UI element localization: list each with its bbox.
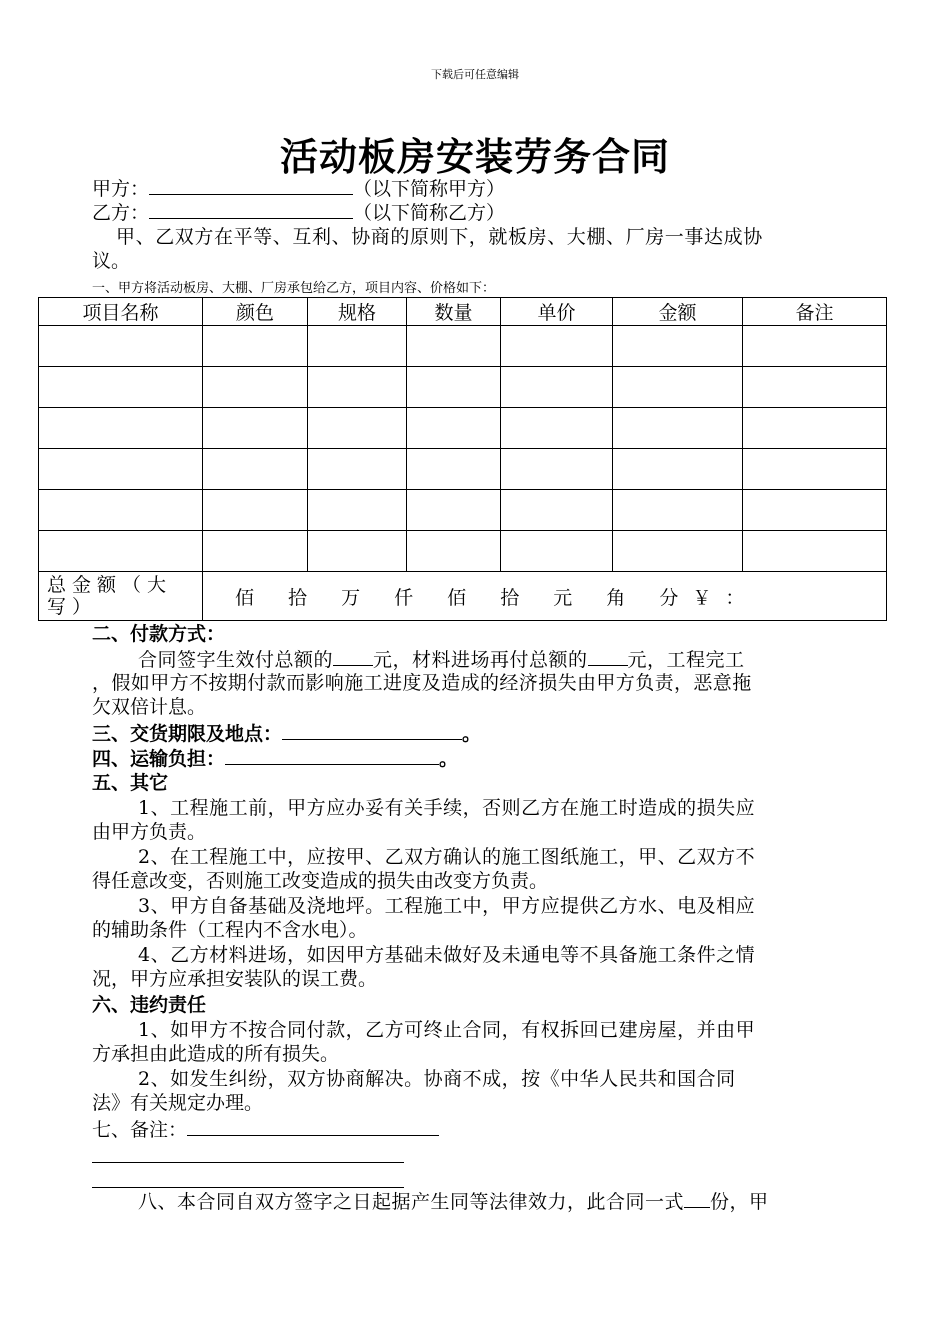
header-amount: 金额 xyxy=(613,298,743,326)
delivery-blank[interactable] xyxy=(282,721,462,740)
section-5-item-3b: 的辅助条件（工程内不含水电）。 xyxy=(92,919,368,941)
table-row xyxy=(39,531,887,572)
table-cell[interactable] xyxy=(203,531,308,572)
table-cell[interactable] xyxy=(39,490,203,531)
section-5-item-4b: 况，甲方应承担安装队的误工费。 xyxy=(92,968,378,990)
total-amount-field[interactable]: 佰 拾 万 仟 佰 拾 元 角 分￥： xyxy=(203,572,887,621)
header-color: 颜色 xyxy=(203,298,308,326)
section-8-text-a: 八、本合同自双方签字之日起据产生同等法律效力，此合同一式 xyxy=(138,1191,685,1213)
table-cell[interactable] xyxy=(613,408,743,449)
remarks-blank-3[interactable] xyxy=(92,1187,404,1188)
section-8-line xyxy=(138,1189,769,1214)
transport-blank[interactable] xyxy=(225,746,439,765)
party-a-blank[interactable] xyxy=(149,176,353,195)
section-6-item-1a: 1、如甲方不按合同付款，乙方可终止合同，有权拆回已建房屋，并由甲 xyxy=(138,1019,756,1041)
party-a-line xyxy=(92,176,505,201)
table-row xyxy=(39,408,887,449)
section-5-item-3a: 3、甲方自备基础及浇地坪。工程施工中，甲方应提供乙方水、电及相应 xyxy=(138,895,756,917)
table-cell[interactable] xyxy=(407,449,501,490)
section-5-item-2a: 2、在工程施工中，应按甲、乙双方确认的施工图纸施工，甲、乙双方不 xyxy=(138,846,756,868)
table-cell[interactable] xyxy=(39,449,203,490)
header-quantity: 数量 xyxy=(407,298,501,326)
table-cell[interactable] xyxy=(203,449,308,490)
section-6-title: 六、违约责任 xyxy=(92,994,207,1016)
section-6-item-1b: 方承担由此造成的所有损失。 xyxy=(92,1043,340,1065)
table-cell[interactable] xyxy=(407,367,501,408)
section-3-title: 三、交货期限及地点： xyxy=(92,723,283,745)
table-cell[interactable] xyxy=(203,326,308,367)
section-2-line-1 xyxy=(138,647,745,672)
header-item-name: 项目名称 xyxy=(39,298,203,326)
section-5-title: 五、其它 xyxy=(92,772,169,794)
second-payment-blank[interactable] xyxy=(588,647,628,666)
section-5-item-1a: 1、工程施工前，甲方应办妥有关手续，否则乙方在施工时造成的损失应 xyxy=(138,797,756,819)
section-7-line xyxy=(92,1117,439,1142)
table-cell[interactable] xyxy=(308,326,407,367)
section-3-line xyxy=(92,721,481,746)
table-cell[interactable] xyxy=(39,531,203,572)
section-4-line xyxy=(92,746,458,771)
header-spec: 规格 xyxy=(308,298,407,326)
table-row xyxy=(39,367,887,408)
table-cell[interactable] xyxy=(613,531,743,572)
table-cell[interactable] xyxy=(308,367,407,408)
header-unit-price: 单价 xyxy=(501,298,613,326)
table-row xyxy=(39,490,887,531)
remarks-blank-1[interactable] xyxy=(187,1117,439,1136)
table-cell[interactable] xyxy=(407,326,501,367)
table-cell[interactable] xyxy=(39,408,203,449)
remarks-blank-2[interactable] xyxy=(92,1162,404,1163)
section-7-title: 七、备注： xyxy=(92,1119,188,1141)
table-cell[interactable] xyxy=(743,326,887,367)
header-note: 下载后可任意编辑 xyxy=(431,68,519,81)
table-cell[interactable] xyxy=(743,408,887,449)
section-2-text-b: 元，材料进场再付总额的 xyxy=(373,649,588,671)
section-6-item-2a: 2、如发生纠纷，双方协商解决。协商不成，按《中华人民共和国合同 xyxy=(138,1068,736,1090)
table-cell[interactable] xyxy=(743,490,887,531)
table-cell[interactable] xyxy=(501,367,613,408)
section-4-title: 四、运输负担： xyxy=(92,748,226,770)
table-cell[interactable] xyxy=(501,449,613,490)
table-cell[interactable] xyxy=(308,531,407,572)
table-cell[interactable] xyxy=(501,531,613,572)
table-cell[interactable] xyxy=(407,531,501,572)
section-2-line-3: 欠双倍计息。 xyxy=(92,696,207,718)
table-cell[interactable] xyxy=(203,490,308,531)
table-cell[interactable] xyxy=(39,326,203,367)
table-cell[interactable] xyxy=(613,326,743,367)
table-cell[interactable] xyxy=(743,531,887,572)
table-cell[interactable] xyxy=(308,490,407,531)
table-cell[interactable] xyxy=(743,367,887,408)
section-2-title: 二、付款方式： xyxy=(92,623,226,645)
table-cell[interactable] xyxy=(407,490,501,531)
table-cell[interactable] xyxy=(308,408,407,449)
section-2-text-c: 元，工程完工 xyxy=(627,649,745,671)
table-cell[interactable] xyxy=(203,367,308,408)
first-payment-blank[interactable] xyxy=(333,647,373,666)
section-4-end: 。 xyxy=(439,748,459,770)
section-5-item-4a: 4、乙方材料进场，如因甲方基础未做好及未通电等不具备施工条件之情 xyxy=(138,944,756,966)
party-b-blank[interactable] xyxy=(149,200,353,219)
section-6-item-2b: 法》有关规定办理。 xyxy=(92,1092,264,1114)
intro-line-2: 议。 xyxy=(92,250,131,272)
table-cell[interactable] xyxy=(613,490,743,531)
section-5-item-2b: 得任意改变，否则施工改变造成的损失由改变方负责。 xyxy=(92,870,549,892)
total-row xyxy=(39,572,887,621)
table-cell[interactable] xyxy=(743,449,887,490)
party-b-label: 乙方： xyxy=(92,202,150,224)
table-cell[interactable] xyxy=(501,408,613,449)
table-cell[interactable] xyxy=(203,408,308,449)
party-b-line xyxy=(92,200,505,225)
total-label: 总金额（大写） xyxy=(39,572,203,621)
table-cell[interactable] xyxy=(613,449,743,490)
party-a-label: 甲方： xyxy=(92,178,150,200)
party-b-suffix: （以下简称乙方） xyxy=(353,202,506,224)
copies-blank[interactable] xyxy=(684,1189,710,1208)
table-cell[interactable] xyxy=(613,367,743,408)
contract-title: 活动板房安装劳务合同 xyxy=(279,135,670,179)
section-2-line-2: ，假如甲方不按期付款而影响施工进度及造成的经济损失由甲方负责，恶意拖 xyxy=(92,672,752,694)
section-3-end: 。 xyxy=(462,723,482,745)
section-5-item-1b: 由甲方负责。 xyxy=(92,821,207,843)
table-row xyxy=(39,449,887,490)
table-cell[interactable] xyxy=(308,449,407,490)
items-table xyxy=(38,297,887,621)
table-row xyxy=(39,326,887,367)
section-8-text-b: 份，甲 xyxy=(710,1191,769,1213)
table-cell[interactable] xyxy=(39,367,203,408)
intro-line-1: 甲、乙双方在平等、互利、协商的原则下，就板房、大棚、厂房一事达成协 xyxy=(116,226,763,248)
header-remarks: 备注 xyxy=(743,298,887,326)
section-2-text-a: 合同签字生效付总额的 xyxy=(138,649,334,671)
table-cell[interactable] xyxy=(501,326,613,367)
section-1-heading: 一、甲方将活动板房、大棚、厂房承包给乙方，项目内容、价格如下： xyxy=(92,281,496,296)
table-cell[interactable] xyxy=(501,490,613,531)
table-header-row xyxy=(39,298,887,326)
table-cell[interactable] xyxy=(407,408,501,449)
party-a-suffix: （以下简称甲方） xyxy=(353,178,506,200)
